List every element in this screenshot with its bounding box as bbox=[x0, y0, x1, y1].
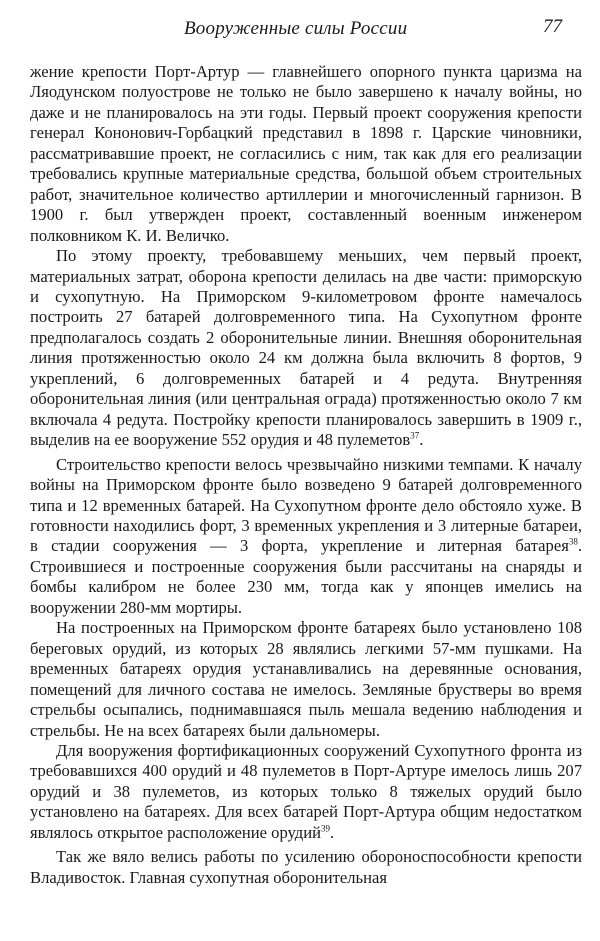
running-title: Вооруженные силы России bbox=[184, 18, 408, 39]
footnote-ref: 38 bbox=[568, 536, 578, 547]
body-text bbox=[30, 62, 582, 888]
footnote-ref: 39 bbox=[320, 823, 330, 834]
paragraph bbox=[30, 62, 582, 246]
paragraph-text: Строительство крепости велось чрезвычайно низкими темпами. К началу войны на Приморском фронте было возведено 9 батарей долговременного типа и 12 временных батарей. На Сухопутном фронте дело обстояло хуже. В готовности находились форт, 3 временных укрепления и 3 литерные батареи, в стадии сооружения — 3 форта, укрепление и литерная батарея bbox=[30, 454, 582, 556]
paragraph bbox=[30, 246, 582, 451]
paragraph-tail: . Строившиеся и построенные сооружения были рассчитаны на снаряды и бомбы калибром не более 230 мм, тогда как у японцев имелись на вооружении 280-мм мортиры. bbox=[30, 536, 582, 617]
paragraph-tail: . bbox=[329, 822, 335, 842]
paragraph bbox=[30, 847, 582, 888]
paragraph bbox=[30, 618, 582, 741]
paragraph bbox=[30, 455, 582, 619]
paragraph-text: жение крепости Порт-Артур — главнейшего опорного пункта царизма на Ляодунском полуострове не только не было завершено к началу войны, но даже и не планировалось на эти годы. Первый проект сооружения крепости генерал Кононович-Горбацкий представил в 1898 г. Царские чиновники, рассматривавшие проект, не согласились с ним, так как для его реализации требовались крупные материальные средства, большой объем строительных работ, значительное количество артиллерии и многочисленный гарнизон. В 1900 г. был утвержден проект, составленный военным инженером полковником К. И. Величко. bbox=[30, 62, 582, 245]
paragraph-text: На построенных на Приморском фронте батареях было установлено 108 береговых орудий, из которых 28 являлись легкими 57-мм пушками. На временных батареях орудия устанавливались на деревянные основания, помещений для личного состава не имелось. Земляные брустверы во время стрельбы осыпались, поднимавшаяся пыль мешала ведению наблюдения и стрельбы. Не на всех батареях были дальномеры. bbox=[30, 618, 582, 740]
paragraph-tail: . bbox=[419, 430, 424, 450]
page-number: 77 bbox=[543, 16, 562, 37]
paragraph-text: Для вооружения фортификационных сооружений Сухопутного фронта из требовавшихся 400 орудий и 48 пулеметов в Порт-Артуре имелось лишь 207 орудий и 38 пулеметов, из которых только 8 тяжелых орудий было установлено на батареях. Для всех батарей Порт-Артура общим недостатком являлось открытое расположение орудий bbox=[30, 740, 582, 842]
paragraph-text: Так же вяло велись работы по усилению обороноспособности крепости Владивосток. Главная сухопутная оборонительная bbox=[30, 847, 582, 887]
footnote-ref: 37 bbox=[410, 430, 420, 441]
paragraph bbox=[30, 741, 582, 843]
paragraph-text: По этому проекту, требовавшему меньших, чем первый проект, материальных затрат, оборона крепости делилась на две части: приморскую и сухопутную. На Приморском 9-километровом фронте намечалось построить 27 батарей долговременного типа. На Сухопутном фронте предполагалось создать 2 оборонительные линии. Внешняя оборонительная линия протяженностью около 24 км должна была включить 8 фортов, 9 укреплений, 6 долговременных батарей и 4 редута. Внутренняя оборонительная линия (или центральная ограда) протяженностью около 7 км включала 4 редута. Постройку крепости планировалось завершить в 1909 г., выделив на ее вооружение 552 орудия и 48 пулеметов bbox=[30, 246, 582, 450]
